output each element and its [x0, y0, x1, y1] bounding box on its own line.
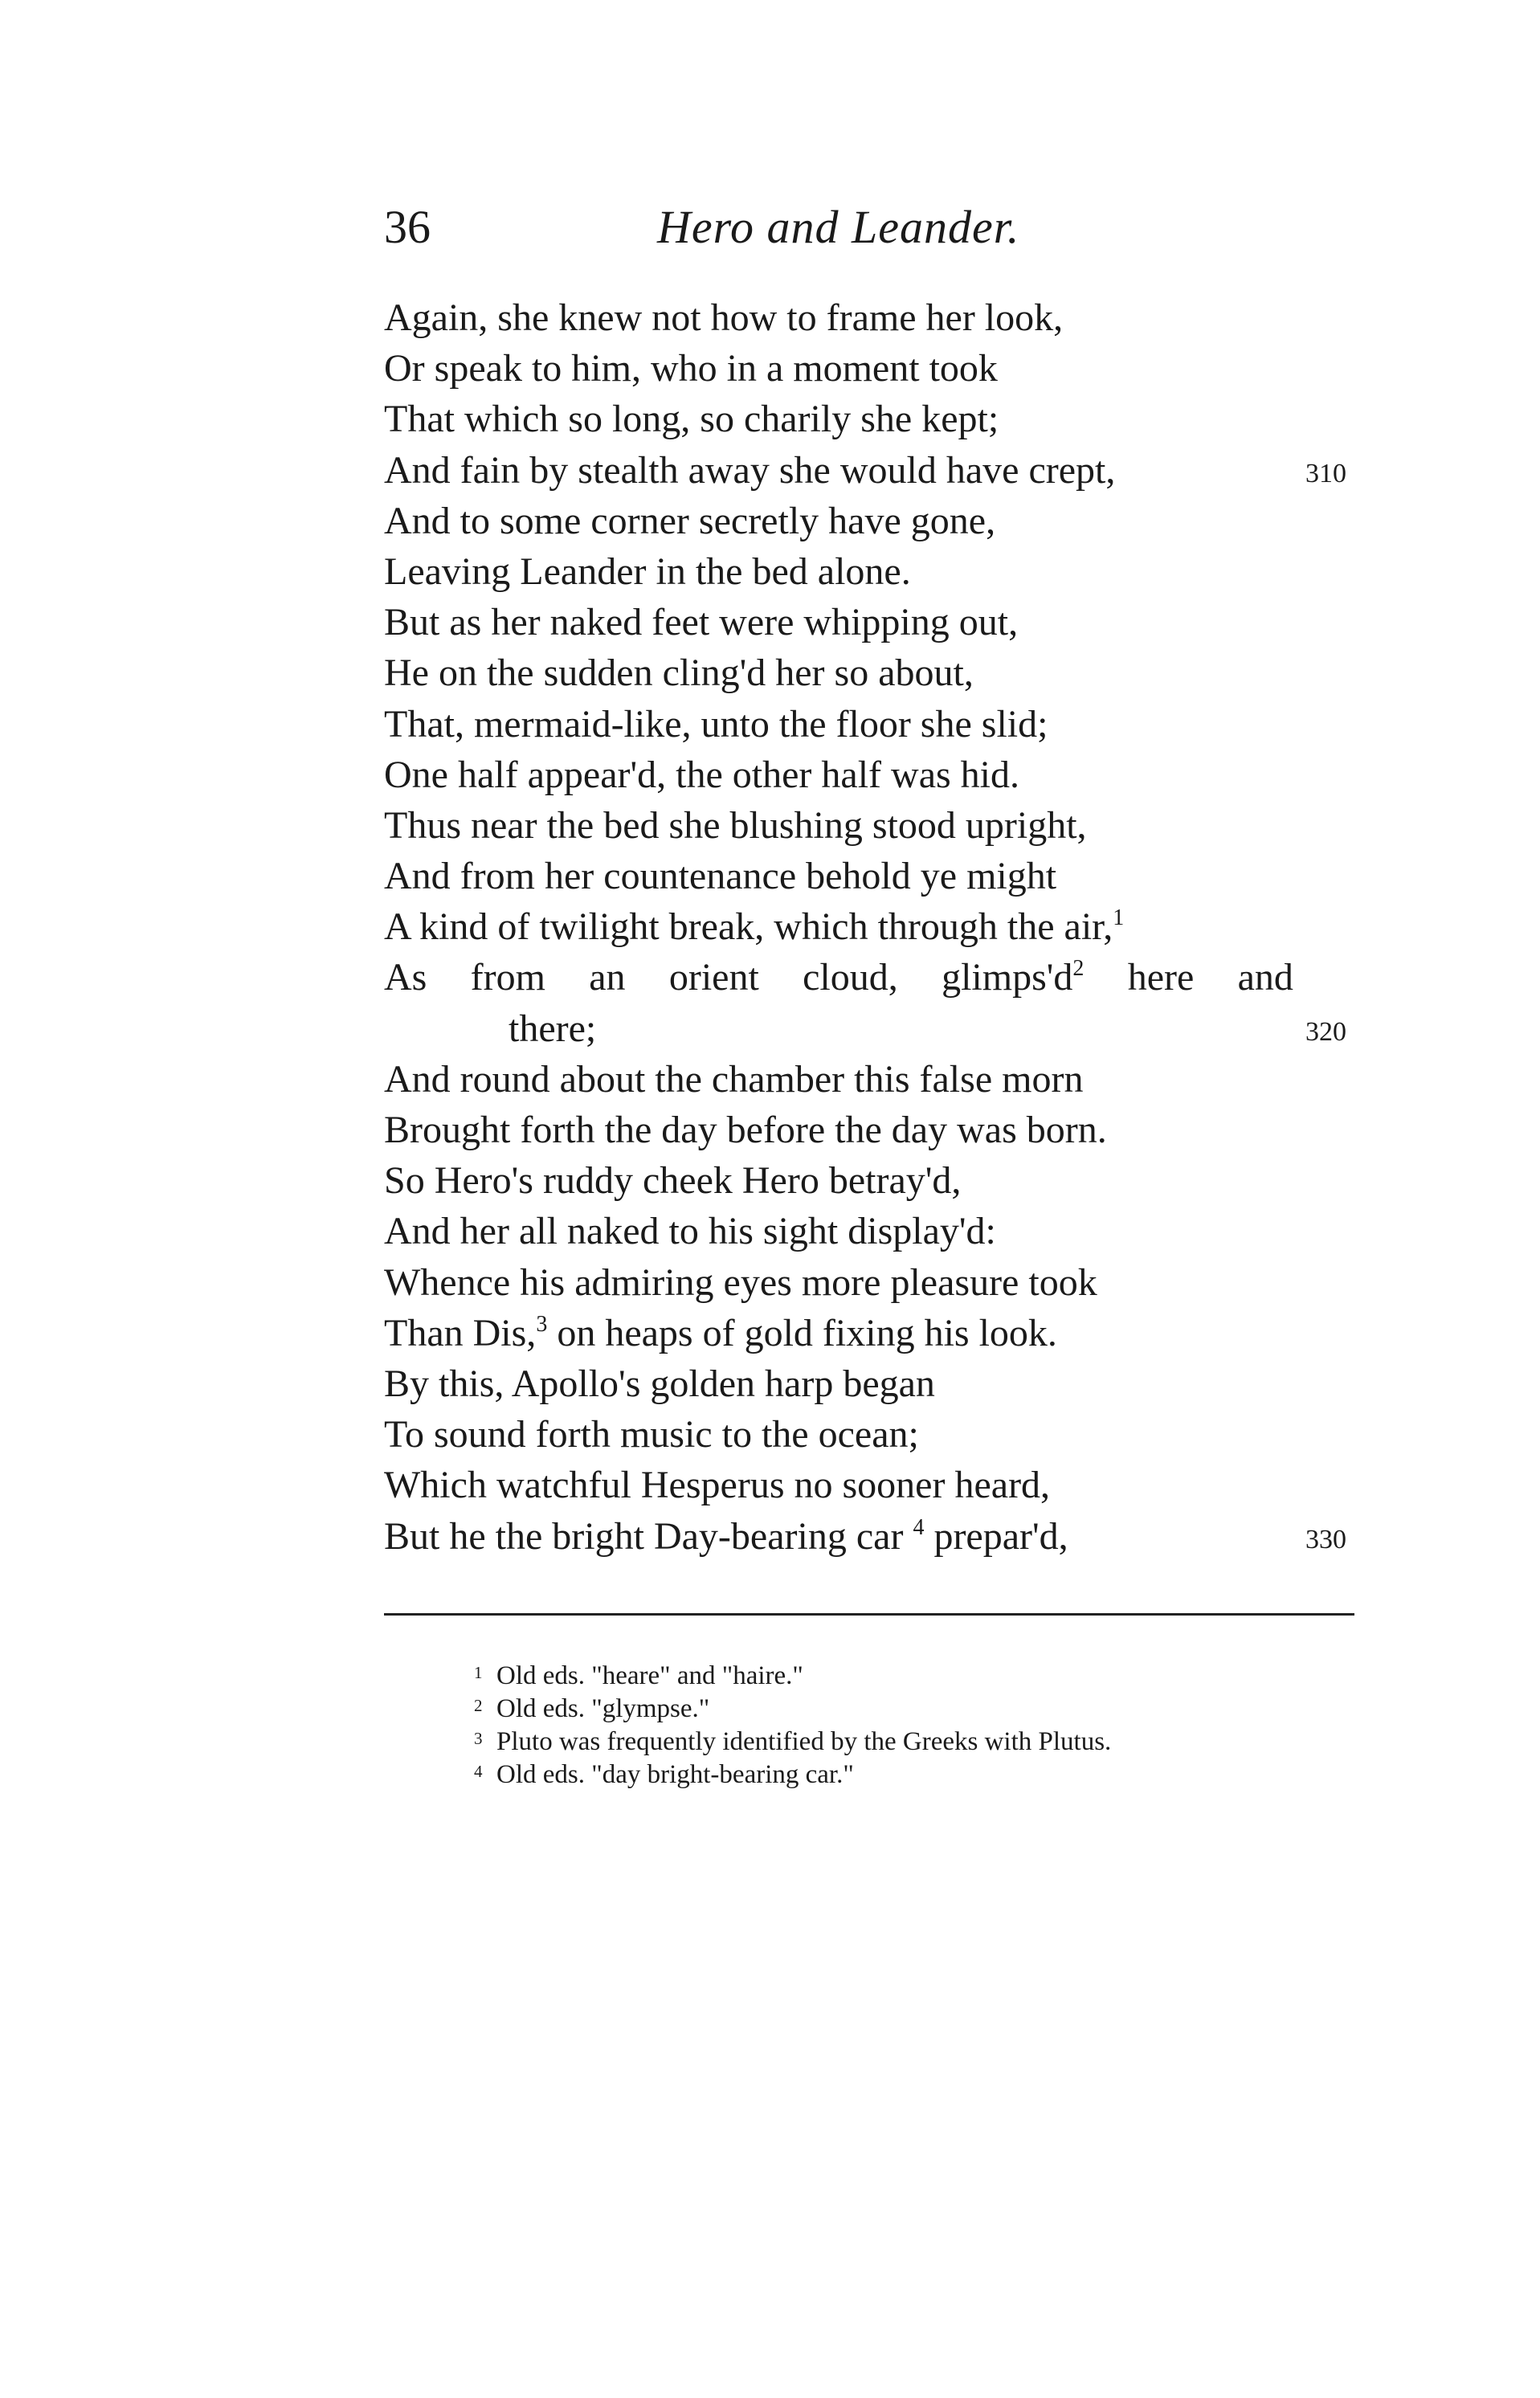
verse-word: an — [589, 956, 626, 999]
footnote-text: Old eds. "day bright-bearing car." — [496, 1760, 854, 1789]
footnote-rule — [384, 1613, 1354, 1616]
verse-word: and — [1237, 956, 1293, 999]
verse-line — [384, 1409, 1388, 1460]
verse-word-with-ref — [942, 952, 1084, 1003]
verse-text — [384, 1312, 1057, 1354]
verse-word: here — [1127, 956, 1195, 999]
line-number: 320 — [1305, 1016, 1346, 1047]
verse-word: cloud, — [803, 956, 898, 999]
footnote-ref: 2 — [1072, 956, 1085, 982]
verse-line — [384, 496, 1388, 546]
footnote — [474, 1660, 1358, 1693]
verse-line — [384, 851, 1388, 901]
verse-segment: But he the bright Day-bearing car — [384, 1514, 913, 1558]
footnote-ref: 1 — [1113, 905, 1125, 931]
verse-line — [384, 1105, 1388, 1155]
verse-text: He on the sudden cling'd her so about, — [384, 652, 974, 695]
verse-line — [384, 1460, 1388, 1510]
verse-text: there; — [509, 1007, 597, 1050]
verse-line — [384, 1054, 1388, 1105]
verse-text: Which watchful Hesperus no sooner heard, — [384, 1464, 1051, 1507]
page-number: 36 — [384, 201, 431, 253]
verse-line — [384, 445, 1388, 496]
verse-line — [384, 343, 1388, 394]
footnote — [474, 1759, 1358, 1791]
verse-line — [384, 901, 1388, 952]
footnote-ref: 4 — [913, 1514, 925, 1540]
verse-line — [384, 648, 1388, 698]
verse-line — [384, 699, 1388, 750]
verse-segment: prepar'd, — [924, 1514, 1068, 1558]
verse-text: To sound forth music to the ocean; — [384, 1413, 919, 1456]
footnote-marker: 1 — [474, 1663, 483, 1682]
running-title: Hero and Leander. — [657, 201, 1020, 253]
verse-line-continuation — [384, 1003, 1388, 1054]
verse-word: from — [470, 956, 545, 999]
verse-line — [384, 1155, 1388, 1206]
verse-line — [384, 952, 1388, 1003]
poem-body — [384, 292, 1388, 1562]
verse-text: And fain by stealth away she would have crept, — [384, 448, 1116, 492]
verse-text: Whence his admiring eyes more pleasure took — [384, 1260, 1097, 1304]
verse-line — [384, 1257, 1388, 1308]
verse-text: And her all naked to his sight display'd: — [384, 1210, 996, 1253]
verse-line — [384, 1358, 1388, 1409]
verse-text: And round about the chamber this false morn — [384, 1057, 1084, 1101]
verse-line — [384, 750, 1388, 800]
verse-text: So Hero's ruddy cheek Hero betray'd, — [384, 1159, 962, 1203]
footnote — [474, 1726, 1358, 1759]
footnote-text: Pluto was frequently identified by the Greeks with Plutus. — [496, 1727, 1112, 1756]
footnotes — [474, 1660, 1358, 1791]
verse-text: That which so long, so charily she kept; — [384, 398, 999, 441]
line-number: 310 — [1305, 458, 1346, 488]
verse-word: As — [384, 956, 427, 999]
running-head — [384, 199, 1107, 255]
verse-text: That, mermaid-like, unto the floor she slid; — [384, 702, 1048, 746]
footnote — [474, 1693, 1358, 1726]
verse-text: One half appear'd, the other half was hid. — [384, 753, 1020, 796]
verse-line — [384, 1206, 1388, 1256]
verse-text — [384, 952, 1293, 1003]
verse-line — [384, 1511, 1388, 1562]
verse-text — [384, 1515, 1068, 1558]
verse-line — [384, 546, 1388, 597]
verse-line — [384, 292, 1388, 343]
verse-text: Leaving Leander in the bed alone. — [384, 549, 911, 593]
verse-text — [384, 905, 1124, 948]
verse-text: And to some corner secretly have gone, — [384, 499, 996, 542]
verse-line — [384, 1308, 1388, 1358]
verse-line — [384, 597, 1388, 648]
footnote-text: Old eds. "heare" and "haire." — [496, 1661, 803, 1690]
verse-text: And from her countenance behold ye might — [384, 855, 1057, 898]
line-number: 330 — [1305, 1524, 1346, 1554]
verse-text: By this, Apollo's golden harp began — [384, 1362, 935, 1405]
verse-segment: on heaps of gold fixing his look. — [547, 1311, 1057, 1354]
verse-segment: Than Dis, — [384, 1311, 537, 1354]
verse-word: orient — [668, 956, 759, 999]
verse-text: Again, she knew not how to frame her look, — [384, 296, 1064, 339]
footnote-ref: 3 — [536, 1311, 548, 1337]
footnote-marker: 4 — [474, 1762, 483, 1781]
verse-text: Thus near the bed she blushing stood upright, — [384, 803, 1087, 847]
footnote-marker: 3 — [474, 1729, 483, 1748]
verse-text: Or speak to him, who in a moment took — [384, 347, 998, 390]
verse-text: Brought forth the day before the day was born. — [384, 1109, 1107, 1151]
footnote-text: Old eds. "glympse." — [496, 1694, 710, 1723]
verse-text: But as her naked feet were whipping out, — [384, 601, 1019, 644]
verse-line — [384, 394, 1388, 444]
verse-line — [384, 800, 1388, 851]
verse-segment: A kind of twilight break, which through the air, — [384, 905, 1113, 949]
footnote-marker: 2 — [474, 1696, 483, 1715]
verse-word: glimps'd — [942, 956, 1073, 999]
